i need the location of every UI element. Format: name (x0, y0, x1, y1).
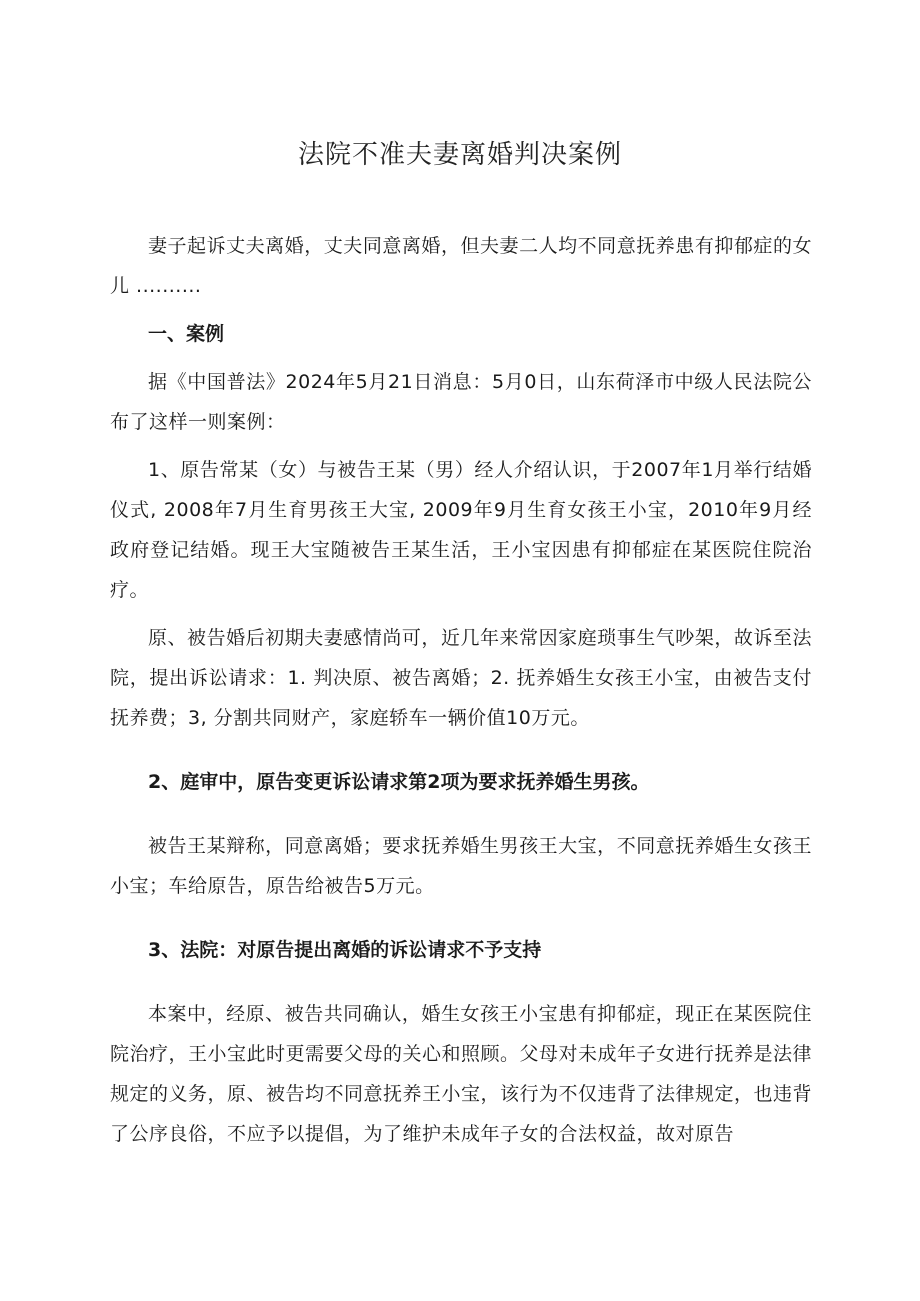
paragraph-facts: 1、原告常某（女）与被告王某（男）经人介绍认识，于2007年1月举行结婚仪式, 2008年7月生育男孩王大宝, 2009年9月生育女孩王小宝，2010年9月经政府登记结婚。现王大宝随被告王某生活，王小宝因患有抑郁症在某医院住院治疗。 (110, 459, 812, 601)
paragraph-ruling: 本案中，经原、被告共同确认，婚生女孩王小宝患有抑郁症，现正在某医院住院治疗，王小宝此时更需要父母的关心和照顾。父母对未成年子女进行抚养是法律规定的义务，原、被告均不同意抚养王小宝，该行为不仅违背了法律规定，也违背了公序良俗，不应予以提倡，为了维护未成年子女的合法权益，故对原告 (110, 1003, 813, 1145)
section-heading-case: 一、案例 (148, 323, 225, 345)
paragraph-defense: 被告王某辩称，同意离婚；要求抚养婚生男孩王大宝，不同意抚养婚生女孩王小宝；车给原告，原告给被告5万元。 (110, 835, 812, 897)
section-heading-court: 3、法院：对原告提出离婚的诉讼请求不予支持 (148, 939, 542, 961)
paragraph-source: 据《中国普法》2024年5月21日消息：5月0日，山东荷泽市中级人民法院公布了这样一则案例： (110, 371, 812, 433)
section-heading-trial: 2、庭审中，原告变更诉讼请求第2项为要求抚养婚生男孩。 (148, 771, 650, 793)
document-title: 法院不准夫妻离婚判决案例 (297, 140, 622, 170)
document-body (110, 226, 812, 1162)
intro-paragraph: 妻子起诉丈夫离婚，丈夫同意离婚，但夫妻二人均不同意抚养患有抑郁症的女儿 .......... (110, 235, 812, 297)
paragraph-claims: 原、被告婚后初期夫妻感情尚可，近几年来常因家庭琐事生气吵架，故诉至法院，提出诉讼请求：1. 判决原、被告离婚；2. 抚养婚生女孩王小宝，由被告支付抚养费；3, 分割共同财产，家庭轿车一辆价值10万元。 (110, 627, 812, 729)
